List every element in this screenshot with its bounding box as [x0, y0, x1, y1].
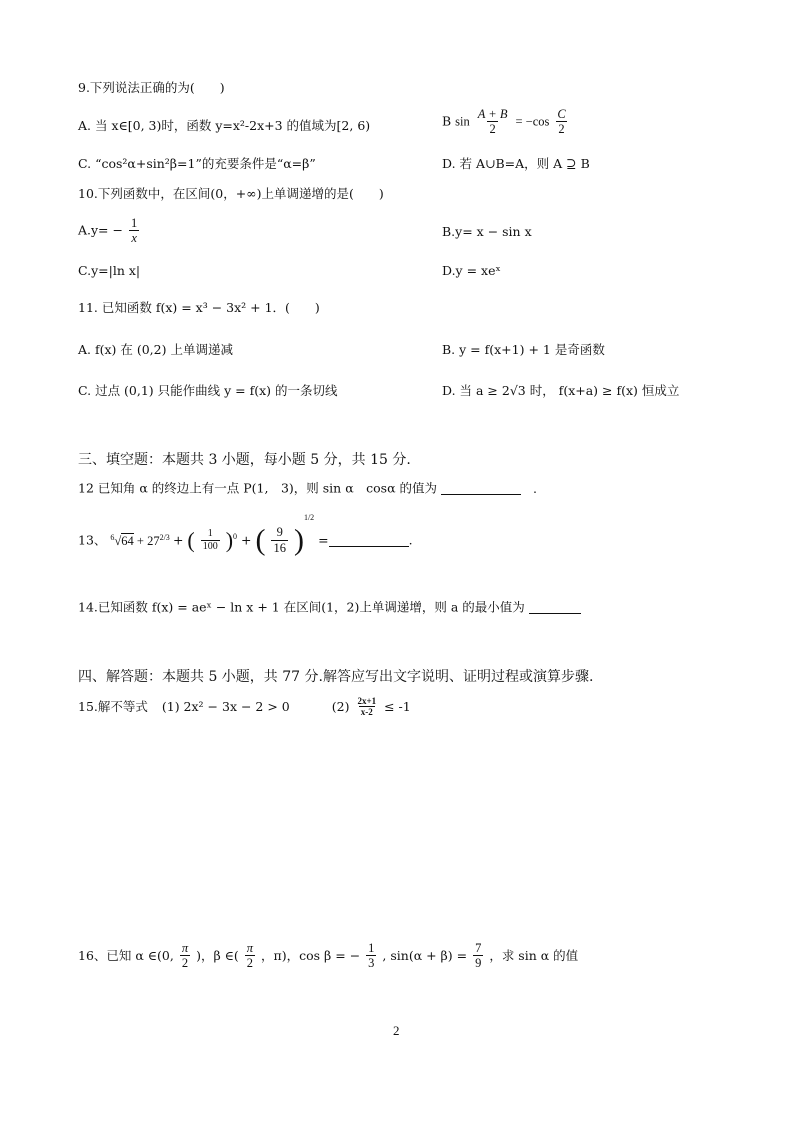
fraction-7-over-9: [473, 942, 483, 970]
question-16-mid-1: )，β ∈(: [196, 947, 239, 963]
question-15-part-2-rest: ≤ -1: [384, 699, 411, 715]
question-11-stem: 11. 已知函数 f(x) = x³ − 3x² + 1．( ): [78, 300, 320, 315]
radical-body: 64: [121, 533, 134, 548]
fraction-1-over-x: [129, 217, 139, 245]
question-16-prefix: 16、已知 α ∈(0,: [78, 947, 174, 963]
radical-term: $^6$√64: [110, 532, 134, 548]
question-13: 13、 $^6√64 + 27^{2/3}$ + ( $\frac{1}{100}$ )$^0$ + ( $\frac{9}{16}$ )$^{1/2}$ = .: [78, 513, 413, 557]
right-paren: ): [293, 523, 304, 557]
fraction-pi-over-2: [245, 942, 255, 970]
fraction-denominator: x: [131, 231, 137, 246]
fraction-denominator: 16: [273, 540, 286, 555]
half-exponent: 1/2: [303, 513, 315, 522]
option-a-prefix: A.y= −: [78, 222, 123, 238]
section-3-heading: 三、填空题：本题共 3 小题，每小题 5 分，共 15 分.: [78, 452, 411, 468]
question-16-mid-3: , sin(α + β) =: [382, 947, 468, 963]
fraction-denominator: 2: [558, 122, 565, 137]
question-9-option-b: [442, 108, 570, 136]
question-14-text: 14.已知函数 f(x) = aeˣ − ln x + 1 在区间(1，2)上单调递增，则 a 的最小值为: [78, 599, 525, 615]
fraction-numerator: π: [246, 941, 254, 955]
fraction-c-over-2: [555, 108, 567, 136]
option-b-prefix: B: [442, 113, 452, 129]
fraction-numerator: C: [557, 107, 566, 121]
option-a-text: x∈[0, 3)时，函数 y=x²-2x+3 的值域为[2, 6): [111, 118, 371, 133]
fraction-numerator: 7: [475, 941, 482, 955]
question-13-tail: .: [408, 532, 413, 548]
fraction-numerator: A + B: [477, 107, 508, 121]
page-number: 2: [393, 1023, 400, 1038]
question-9-stem: 9.下列说法正确的为( ): [78, 80, 225, 95]
answer-blank[interactable]: [529, 601, 581, 614]
fraction-pi-over-2: [180, 942, 190, 970]
question-12: [78, 482, 537, 495]
question-10-option-d: D.y = xeˣ: [442, 263, 501, 278]
fraction-denominator: 9: [475, 956, 482, 971]
equals-neg-cos: = −cos: [515, 114, 550, 129]
power-exponent: 2/3: [159, 532, 170, 542]
fraction-denominator: x-2: [360, 707, 373, 718]
fraction-numerator: 1: [130, 216, 138, 230]
fraction-numerator: π: [181, 941, 189, 955]
fraction-denominator: 3: [368, 956, 375, 971]
question-15-part-2-label: (2): [331, 699, 350, 715]
answer-blank[interactable]: [329, 534, 409, 547]
option-a-prefix: A. 当: [78, 118, 112, 133]
fraction-1-over-3: [366, 942, 376, 970]
question-15-part-1: (1) 2x² − 3x − 2 > 0: [161, 699, 290, 715]
right-paren: ): [225, 527, 234, 553]
question-12-tail: .: [532, 480, 537, 496]
left-paren: (: [187, 527, 195, 553]
power-term: [137, 534, 173, 548]
fraction-2x-plus-1-over-x-minus-2: [355, 697, 378, 718]
question-9-option-a: [78, 120, 370, 133]
fraction-1-over-100: [201, 529, 220, 552]
question-16-mid-2: ，π)，cos β = −: [261, 947, 361, 963]
question-16-tail: ，求 sin α 的值: [489, 947, 579, 963]
fraction-denominator: 2: [181, 956, 189, 971]
question-10-stem: 10.下列函数中，在区间(0，+∞)上单调递增的是( ): [78, 186, 384, 201]
left-paren: (: [255, 523, 266, 557]
question-10-option-a: [78, 217, 141, 245]
question-9-option-d: D. 若 A∪B=A，则 A ⊇ B: [442, 156, 590, 171]
question-12-text: 12 已知角 α 的终边上有一点 P(1, 3)，则 sin α cosα 的值为: [78, 480, 437, 496]
fraction-numerator: 1: [368, 941, 375, 955]
question-15-prefix: 15.解不等式: [78, 699, 148, 715]
fraction-a-plus-b-over-2: [476, 108, 510, 136]
question-16: [78, 942, 578, 970]
answer-blank[interactable]: [441, 482, 521, 495]
zero-exponent: 0: [233, 531, 238, 541]
question-11-option-d: D. 当 a ≥ 2√3 时， f(x+a) ≥ f(x) 恒成立: [442, 383, 680, 398]
question-14: [78, 601, 581, 614]
sin-function: sin: [455, 114, 470, 129]
question-13-prefix: 13、: [78, 532, 107, 548]
question-10-option-b: B.y= x − sin x: [442, 224, 532, 239]
fraction-9-over-16: [271, 526, 288, 554]
question-11-option-a: A. f(x) 在 (0,2) 上单调递减: [78, 342, 233, 357]
question-9-option-c: C. “cos²α+sin²β=1”的充要条件是“α=β”: [78, 156, 316, 171]
question-11-option-b: B. y = f(x+1) + 1 是奇函数: [442, 342, 605, 357]
fraction-numerator: 1: [207, 528, 213, 539]
section-4-heading: 四、解答题：本题共 5 小题，共 77 分.解答应写出文字说明、证明过程或演算步骤.: [78, 669, 594, 685]
question-15: [78, 697, 411, 718]
question-11-option-c: C. 过点 (0,1) 只能作曲线 y = f(x) 的一条切线: [78, 383, 338, 398]
fraction-denominator: 2: [489, 122, 496, 137]
fraction-denominator: 100: [202, 540, 218, 552]
power-base: + 27: [136, 533, 160, 548]
fraction-numerator: 9: [276, 525, 283, 540]
radical-index: 6: [110, 532, 115, 542]
fraction-denominator: 2: [246, 956, 254, 971]
fraction-numerator: 2x+1: [357, 696, 377, 706]
question-10-option-c: C.y=|ln x|: [78, 263, 141, 278]
